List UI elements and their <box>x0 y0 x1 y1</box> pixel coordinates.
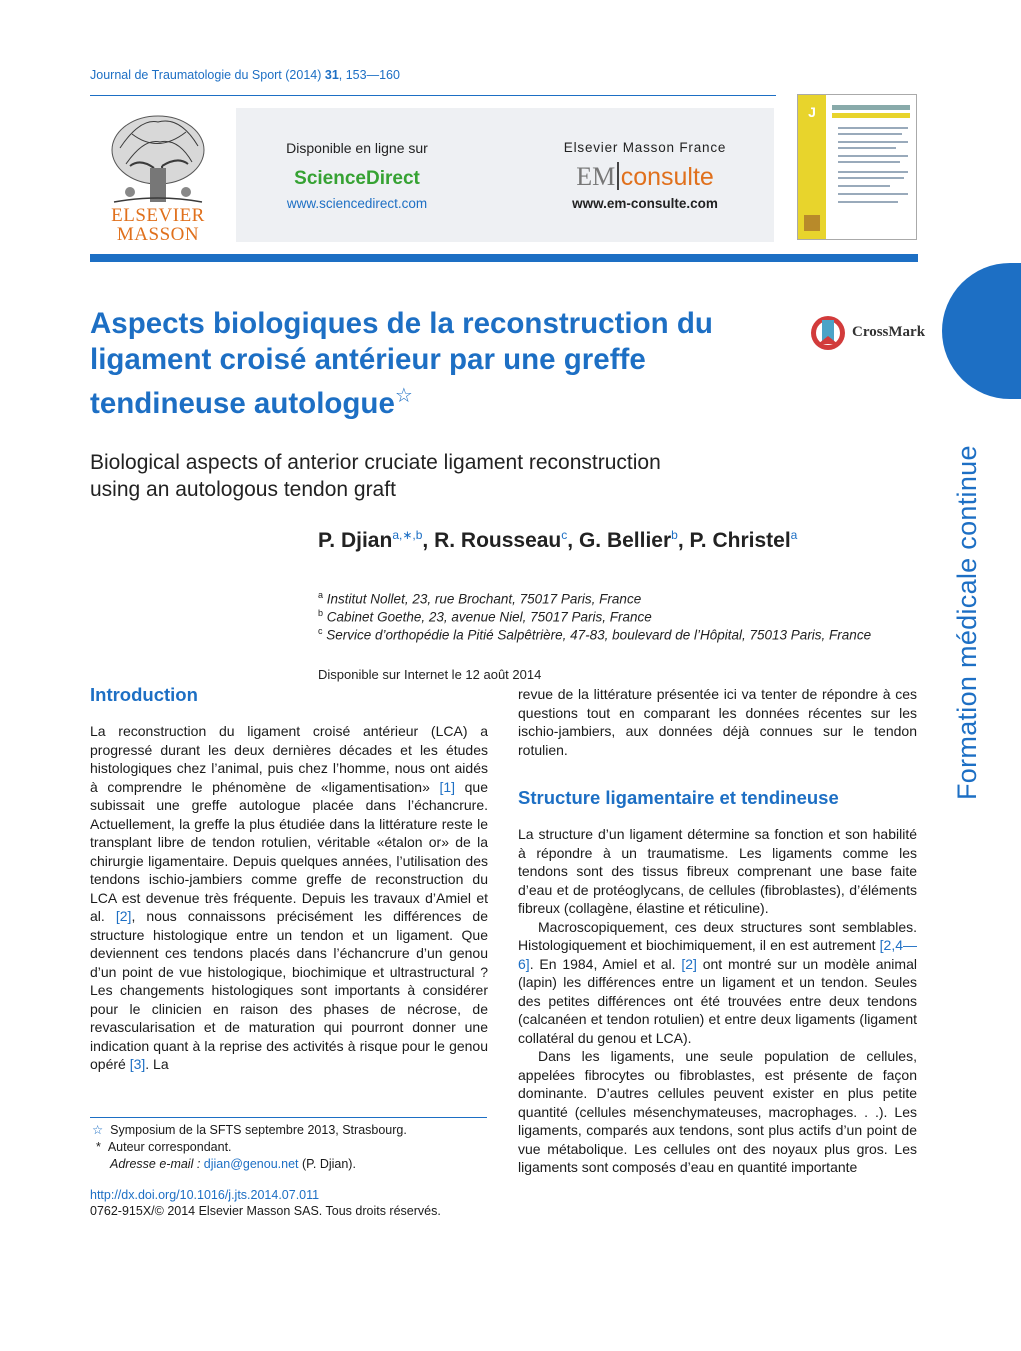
journal-volume: 31 <box>324 68 339 82</box>
reference-link[interactable]: [2,4—6] <box>518 937 917 972</box>
em-consulte-logo[interactable]: EM consulte <box>576 162 714 191</box>
section-heading-structure: Structure ligamentaire et tendineuse <box>518 787 839 808</box>
cover-art <box>798 95 916 239</box>
affiliation: $^b$ Cabinet Goethe, 23, avenue Niel, 75017 Paris, France <box>318 608 652 625</box>
sciencedirect-link[interactable]: www.sciencedirect.com <box>286 196 428 211</box>
title-footnote-mark[interactable]: ☆ <box>394 385 413 407</box>
article-subtitle: Biological aspects of anterior cruciate ligament reconstruction using an autologous tendon graft <box>90 451 661 501</box>
continued-paragraph: revue de la littérature présentée ici va tenter de répondre à ces questions tout en comparant les données récentes sur les ischio-jambiers, aux données déjà connues sur le tendon rotulien. <box>518 686 917 758</box>
journal-citation: Journal de Traumatologie du Sport (2014) 31, 153—160 <box>90 68 400 82</box>
available-online-label: Disponible en ligne sur <box>286 140 428 156</box>
header-band <box>90 254 918 262</box>
body-paragraph: Macroscopiquement, ces deux structures sont semblables. Histologiquement et biochimiquement, il en est autrement [2,4—6]. En 1984, Amiel et al. [2] ont montré sur un modèle animal (lapin) les différences entre un ligament et un tendon. Seules des petites différences ont été trouvées entre deux tendons (calcanéen et tendon rotulien) et entre deux ligaments (ligament collatéral du genou et LCA). <box>518 918 917 1046</box>
journal-cover-thumbnail <box>797 94 917 240</box>
sciencedirect-logo[interactable]: ScienceDirect <box>294 168 420 189</box>
structure-body <box>518 825 917 1177</box>
logo-divider <box>617 162 619 190</box>
reference-link[interactable]: [2] <box>115 908 132 924</box>
author-affil-ref[interactable]: c <box>561 528 568 542</box>
em-publisher-label: Elsevier Masson France <box>563 140 727 155</box>
online-date: Disponible sur Internet le 12 août 2014 <box>318 667 542 682</box>
doi-link[interactable]: http://dx.doi.org/10.1016/j.jts.2014.07.011 <box>90 1188 320 1202</box>
author-name: R. Rousseau <box>434 529 562 552</box>
affiliation: $^a$ Institut Nollet, 23, rue Brochant, 75017 Paris, France <box>318 590 642 607</box>
em-consulte-link[interactable]: www.em-consulte.com <box>572 196 718 211</box>
reference-link[interactable]: [2] <box>681 955 697 972</box>
author-list: P. Djian$^{a,∗,b}$, R. Rousseau$^c$, G. Bellier$^b$, P. Christel$^a$ <box>318 528 798 552</box>
author-name: P. Djian <box>318 529 393 552</box>
author-affil-ref[interactable]: b <box>671 528 678 542</box>
article-title: Aspects biologiques de la reconstruction du ligament croisé antérieur par une greffe tendineuse autologue☆ <box>90 307 713 420</box>
elsevier-masson-wordmark: ELSEVIER MASSON <box>111 205 205 245</box>
author-affil-ref[interactable]: a,∗,b <box>392 528 423 542</box>
intro-paragraph: La reconstruction du ligament croisé antérieur (LCA) a progressé durant les deux dernières décades et les études histologiques chez l’animal, puis chez l’homme, nous ont aidés à comprendre le phénomène de «ligamentisation» [1] que subissait une greffe autologue placée dans l’échancrure. Actuellement, la greffe la plus étudiée dans la littérature reste le transplant libre de tendon rotulien, véritable «étalon or» de la chirurgie ligamentaire. Depuis quelques années, l’utilisation des tendons ischio-jambiers comme greffe de reconstruction du LCA est devenue très fréquente. Depuis les travaux d’Amiel et al. [2], nous connaissons précisément les différences de structure histologique entre un tendon et un ligament. Que deviennent ces tendons placés dans l’échancrure d’un genou d’un point de vue histologique, biochimique et ultrastructural ? Les changements histologiques sont importants à considérer pour le clinicien en raison des phases de nécrose, de revascularisation et de maturation qui pourront donner une indication quant à la reprise des activités à risque pour le genou opéré [3]. La <box>90 723 488 1072</box>
author-name: P. Christel <box>689 529 791 552</box>
section-label-vertical: Formation médicale continue <box>952 445 982 800</box>
footnote-corresponding: * Auteur correspondant. <box>96 1140 232 1154</box>
reference-link[interactable]: [3] <box>129 1056 146 1072</box>
copyright-line: 0762-915X/© 2014 Elsevier Masson SAS. Tous droits réservés. <box>90 1204 441 1218</box>
header-rule <box>90 95 776 96</box>
section-heading-introduction: Introduction <box>90 684 198 705</box>
body-paragraph: La structure d’un ligament détermine sa fonction et son habilité à répondre à un traumatisme. Les ligaments comme les tendons sont des tissus fibreux comprenant une base faite d’eau et de protéoglycans, de cellules (fibroblastes), d’éléments fibreux (collagène, élastine et réticuline). <box>518 826 917 916</box>
footnote-email: Adresse e-mail : djian@genou.net (P. Djian). <box>110 1157 356 1171</box>
crossmark-label[interactable]: CrossMark <box>852 324 926 340</box>
author-name: G. Bellier <box>578 529 672 552</box>
reference-link[interactable]: [1] <box>439 778 456 795</box>
svg-text:J: J <box>808 104 816 120</box>
author-affil-ref[interactable]: a <box>790 528 798 542</box>
affiliation: $^c$ Service d’orthopédie la Pitié Salpêtrière, 47-83, boulevard de l’Hôpital, 75013 Paris, France <box>318 626 872 643</box>
footnote-rule <box>90 1117 487 1118</box>
footnote-symposium: ☆ Symposium de la SFTS septembre 2013, Strasbourg. <box>92 1123 407 1137</box>
email-link[interactable]: djian@genou.net <box>203 1157 299 1171</box>
body-paragraph: Dans les ligaments, une seule population de cellules, appelées fibrocytes ou fibroblastes, est présente de façon dominante. D’autres cellules peuvent exister en plus petite quantité (cellules mésenchymateuses, macrophages. . .). Les ligaments, comparés aux tendons, sont plus actifs d’un point de vue métabolique. Les cellules ont des noyaux plus gros. Les ligaments sont composés d’eau en quantité importante <box>518 1048 917 1175</box>
section-tab-marker <box>942 263 1021 399</box>
